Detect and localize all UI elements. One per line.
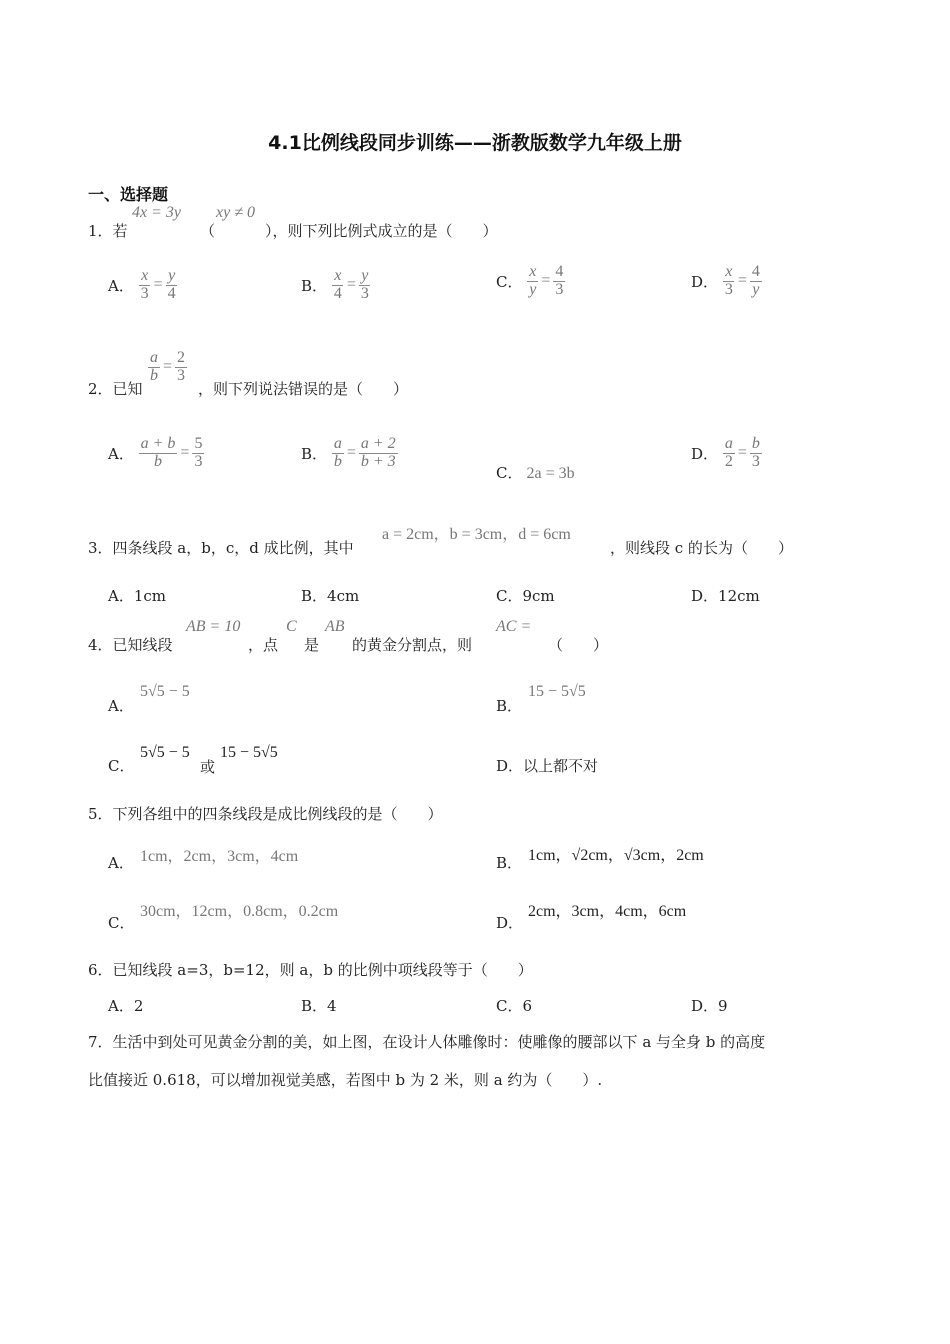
q1-prefix: 1．若 [88, 222, 128, 240]
q3-stem-suffix: ，则线段 c 的长为（ ） [610, 539, 793, 557]
q3-option-b[interactable]: B．4cm [301, 587, 360, 605]
q5-option-c-values: 30cm，12cm，0.8cm，0.2cm [140, 903, 339, 920]
q4-option-a[interactable]: A． [108, 697, 134, 715]
q3-option-a[interactable]: A．1cm [108, 587, 167, 605]
q2-prefix: 2．已知 [88, 380, 143, 398]
q3-option-d[interactable]: D．12cm [691, 587, 760, 605]
q1-option-d[interactable]: D． $\frac{x}{3}$ = $\frac{4}{y}$ [691, 263, 760, 298]
q6-option-d[interactable]: D．9 [691, 997, 728, 1015]
section-heading: 一、选择题 [88, 185, 169, 204]
q3-option-c[interactable]: C．9cm [496, 587, 555, 605]
q4-segment-length: AB = 10 [186, 618, 241, 635]
page-title: 4.1比例线段同步训练——浙教版数学九年级上册 [268, 132, 682, 154]
q4-option-b[interactable]: B． [496, 697, 523, 715]
q5-option-b[interactable]: B． [496, 854, 523, 872]
q6-option-b[interactable]: B．4 [301, 997, 337, 1015]
q6-option-c[interactable]: C．6 [496, 997, 533, 1015]
q2-stem-suffix: ，则下列说法错误的是（ ） [198, 380, 409, 398]
q1-option-b[interactable]: B． $\frac{x}{4}$ = $\frac{y}{3}$ [301, 267, 369, 302]
q3-given-values: a = 2cm，b = 3cm，d = 6cm [382, 526, 571, 543]
q3-prefix: 3．四条线段 a，b，c，d 成比例，其中 [88, 539, 354, 557]
q5-option-a[interactable]: A． [108, 854, 134, 872]
q4-ac-equals: AC = [496, 618, 532, 635]
q4-option-c-expr1: 5√5 − 5 [140, 744, 190, 761]
q5-option-a-values: 1cm，2cm，3cm，4cm [140, 848, 299, 865]
q4-prefix: 4．已知线段 [88, 636, 173, 654]
q1-condition-nonzero: xy ≠ 0 [216, 204, 255, 221]
q5-option-c[interactable]: C． [108, 914, 135, 932]
q4-point-c: C [286, 618, 297, 635]
q2-option-a[interactable]: A． $\frac{a + b}{b}$ = $\frac{5}{3}$ [108, 435, 203, 470]
q5-stem: 5．下列各组中的四条线段是成比例线段的是（ ） [88, 805, 443, 823]
q4-option-b-expr: 15 − 5√5 [528, 683, 586, 700]
q5-option-d[interactable]: D． [496, 914, 524, 932]
q4-segment-ab: AB [325, 618, 345, 635]
q4-option-c-expr2: 15 − 5√5 [220, 744, 278, 761]
q2-option-c[interactable]: C． 2a = 3b [496, 464, 575, 482]
q1-paren-open: （ [200, 222, 216, 240]
q6-stem: 6．已知线段 a=3，b=12，则 a，b 的比例中项线段等于（ ） [88, 961, 533, 979]
q5-option-b-values: 1cm，√2cm，√3cm，2cm [528, 847, 704, 864]
q1-stem-suffix: ），则下列比例式成立的是（ ） [265, 222, 498, 240]
q4-option-c-or: 或 [200, 758, 216, 776]
q2-given-ratio: $\frac{a}{b}$ = $\frac{2}{3}$ [150, 349, 186, 384]
q1-option-c[interactable]: C． $\frac{x}{y}$ = $\frac{4}{3}$ [496, 263, 564, 298]
q7-stem-line-2: 比值接近 0.618，可以增加视觉美感，若图中 b 为 2 米，则 a 约为（ ）. [88, 1071, 603, 1089]
document-page: 4.1比例线段同步训练——浙教版数学九年级上册 一、选择题 1．若 4x = 3y （ xy ≠ 0 ），则下列比例式成立的是（ ） A． $\frac{x}{3}$ = $\frac{y}{4}$ B． $\frac{x}{4}$ = $\frac{y}{3}$ C． $\frac{x}{y}$ = $\frac{4}{3}$ D． $\frac{x}{3}$ = $\frac{4}{y}$ 2．已知 $\frac{a}{b}$ = $\frac{2}{3}$ ，则下列说法错误的是（ ） A． $\frac{a + b}{b}$ = $\frac{5}{3}$ B． $\frac{a}{b}$ = $\frac{a + 2}{b + 3}$ C． 2a = 3b D． $\frac{a}{2}$ = $\frac{b}{3}$ 3．四条线段 a，b，c，d 成比例，其中 a = 2cm，b = 3cm，d = 6cm ，则线段 c 的长为（ ） A．1cm B．4cm C．9cm D．12cm 4．已知线段 AB = 10 ，点 C 是 AB 的黄金分割点，则 AC = （ ） A． 5√5 − 5 B． 15 − 5√5 C． 5√5 − 5 或 15 − 5√5 D．以上都不对 5．下列各组中的四条线段是成比例线段的是（ ） A． 1cm，2cm，3cm，4cm B． 1cm，√2cm，√3cm，2cm C． 30cm，12cm，0.8cm，0.2cm D． 2cm，3cm，4cm，6cm 6．已知线段 a=3，b=12，则 a，b 的比例中项线段等于（ ） A．2 B．4 C．6 D．9 7．生活中到处可见黄金分割的美，如上图，在设计人体雕像时：使雕像的腰部以下 a 与全身 b 的高度 比值接近 0.618，可以增加视觉美感，若图中 b 为 2 米，则 a 约为（ ）. [0, 0, 950, 1344]
q4-option-c[interactable]: C． [108, 757, 135, 775]
q7-stem-line-1: 7．生活中到处可见黄金分割的美，如上图，在设计人体雕像时：使雕像的腰部以下 a 与全身 b 的高度 [88, 1033, 766, 1051]
q4-option-a-expr: 5√5 − 5 [140, 683, 190, 700]
q1-condition-equation: 4x = 3y [132, 204, 181, 221]
q5-option-d-values: 2cm，3cm，4cm，6cm [528, 903, 687, 920]
q2-option-b[interactable]: B． $\frac{a}{b}$ = $\frac{a + 2}{b + 3}$ [301, 435, 396, 470]
q1-option-a[interactable]: A． $\frac{x}{3}$ = $\frac{y}{4}$ [108, 267, 176, 302]
q6-option-a[interactable]: A．2 [108, 997, 144, 1015]
q4-option-d[interactable]: D．以上都不对 [496, 757, 599, 775]
q2-option-d[interactable]: D． $\frac{a}{2}$ = $\frac{b}{3}$ [691, 435, 760, 470]
